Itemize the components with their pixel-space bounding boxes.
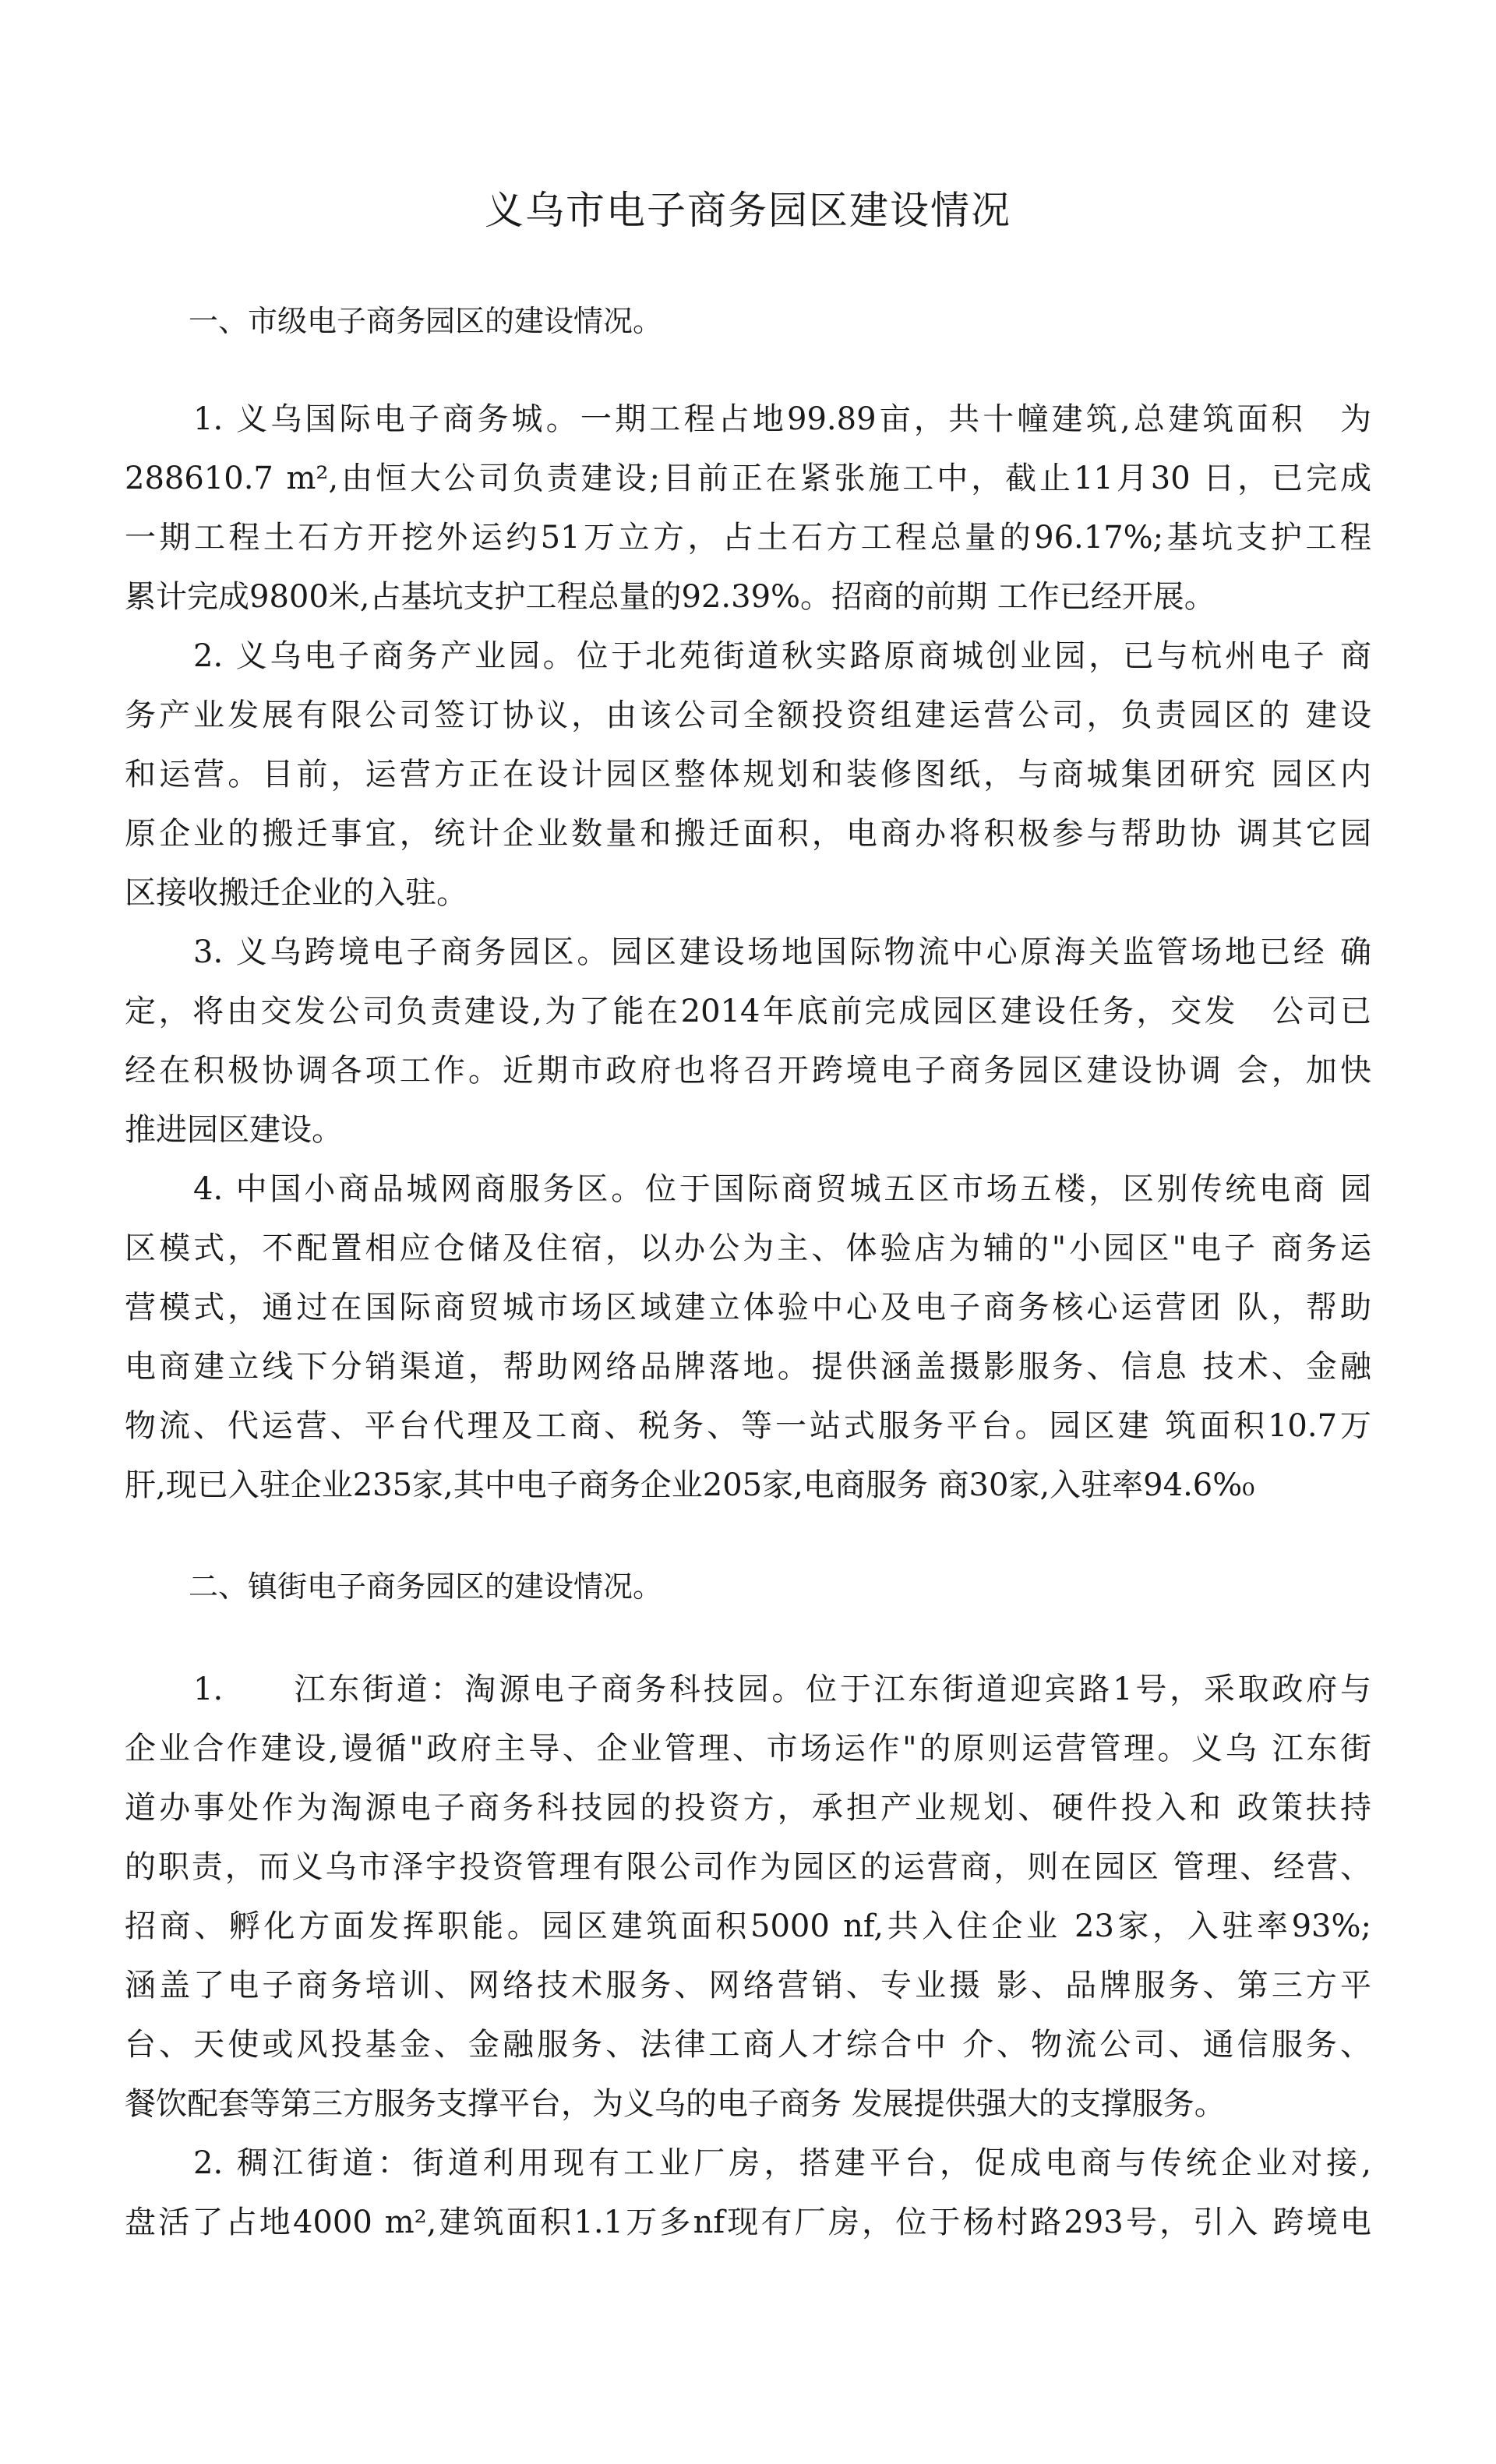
text-line: 物流、代运营、平台代理及工商、税务、等一站式服务平台。园区建 筑面积10.7万 <box>125 1408 1371 1444</box>
paragraph-china-commodity-city-service-zone <box>125 1160 1371 1515</box>
text-line: 涵盖了电子商务培训、网络技术服务、网络营销、专业摄 影、品牌服务、第三方平 <box>125 1968 1371 2003</box>
paragraph-yiwu-international-ecommerce-city <box>125 390 1371 627</box>
text-line: 288610.7 m²,由恒大公司负责建设;目前正在紧张施工中，截止11月30 日，已完成 <box>125 461 1371 496</box>
text-line: 1. 义乌国际电子商务城。一期工程占地99.89亩，共十幢建筑,总建筑面积 为 <box>193 401 1371 437</box>
text-line: 务产业发展有限公司签订协议，由该公司全额投资组建运营公司，负责园区的 建设 <box>125 697 1371 733</box>
text-line: 原企业的搬迁事宜，统计企业数量和搬迁面积，电商办将积极参与帮助协 调其它园 <box>125 816 1371 852</box>
text-line: 区接收搬迁企业的入驻。 <box>125 875 468 911</box>
section-heading-municipal: 一、市级电子商务园区的建设情况。 <box>189 304 663 338</box>
text-line: 累计完成9800米,占基坑支护工程总量的92.39%。招商的前期 工作已经开展。 <box>125 579 1216 615</box>
text-line: 定，将由交发公司负责建设,为了能在2014年底前完成园区建设任务，交发 公司已 <box>125 994 1371 1029</box>
text-line: 1. 江东街道：淘源电子商务科技园。位于江东街道迎宾路1号，采取政府与 <box>193 1671 1371 1707</box>
text-line: 区模式，不配置相应仓储及住宿，以办公为主、体验店为辅的"小园区"电子 商务运 <box>125 1230 1371 1266</box>
text-line: 和运营。目前，运营方正在设计园区整体规划和装修图纸，与商城集团研究 园区内 <box>125 757 1371 793</box>
section-heading-town-street: 二、镇街电子商务园区的建设情况。 <box>189 1569 663 1604</box>
text-line: 3. 义乌跨境电子商务园区。园区建设场地国际物流中心原海关监管场地已经 确 <box>193 934 1371 970</box>
text-line: 营模式，通过在国际商贸城市场区域建立体验中心及电子商务核心运营团 队，帮助 <box>125 1290 1371 1326</box>
text-line: 道办事处作为淘源电子商务科技园的投资方，承担产业规划、硬件投入和 政策扶持 <box>125 1790 1371 1826</box>
text-line: 餐饮配套等第三方服务支撑平台，为义乌的电子商务 发展提供强大的支撑服务。 <box>125 2086 1226 2122</box>
text-line: 经在积极协调各项工作。近期市政府也将召开跨境电子商务园区建设协调 会，加快 <box>125 1053 1371 1089</box>
text-line: 企业合作建设,谩循"政府主导、企业管理、市场运作"的原则运营管理。义乌 江东街 <box>125 1731 1371 1767</box>
text-line: 肝,现已入驻企业235家,其中电子商务企业205家,电商服务 商30家,入驻率94.6%₀ <box>125 1467 1255 1503</box>
paragraph-yiwu-ecommerce-industrial-park <box>125 627 1371 923</box>
text-line: 2. 义乌电子商务产业园。位于北苑街道秋实路原商城创业园，已与杭州电子 商 <box>193 638 1371 674</box>
paragraph-jiangdong-taoyuan-park <box>125 1660 1371 2134</box>
paragraph-choujiang-street <box>125 2134 1371 2252</box>
text-line: 台、天使或风投基金、金融服务、法律工商人才综合中 介、物流公司、通信服务、 <box>125 2027 1371 2063</box>
text-line: 的职责，而义乌市泽宇投资管理有限公司作为园区的运营商，则在园区 管理、经营、 <box>125 1849 1371 1885</box>
text-line: 招商、孵化方面发挥职能。园区建筑面积5000 nf,共入住企业 23家，入驻率93%; <box>125 1908 1371 1944</box>
page-title: 义乌市电子商务园区建设情况 <box>485 188 1011 233</box>
text-line: 盘活了占地4000 m²,建筑面积1.1万多nf现有厂房，位于杨村路293号，引入 跨境电 <box>125 2205 1371 2240</box>
text-line: 推进园区建设。 <box>125 1112 343 1148</box>
text-line: 4. 中国小商品城网商服务区。位于国际商贸城五区市场五楼，区别传统电商 园 <box>193 1171 1371 1207</box>
text-line: 2. 稠江街道：街道利用现有工业厂房，搭建平台，促成电商与传统企业对接, <box>193 2145 1371 2181</box>
paragraph-yiwu-cross-border-park <box>125 923 1371 1160</box>
text-line: 一期工程土石方开挖外运约51万立方，占土石方工程总量的96.17%;基坑支护工程 <box>125 520 1371 556</box>
text-line: 电商建立线下分销渠道，帮助网络品牌落地。提供涵盖摄影服务、信息 技术、金融 <box>125 1349 1371 1385</box>
